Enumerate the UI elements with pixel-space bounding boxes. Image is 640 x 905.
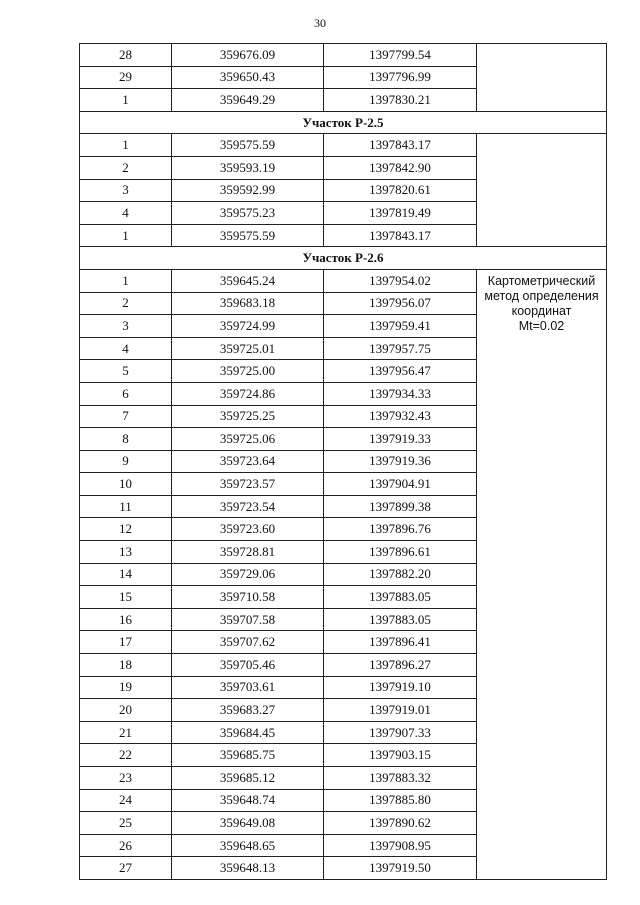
y-coordinate-cell: 1397883.32: [324, 767, 477, 790]
y-coordinate-cell: 1397959.41: [324, 315, 477, 338]
x-coordinate-cell: 359725.06: [172, 428, 324, 451]
x-coordinate-cell: 359593.19: [172, 156, 324, 179]
table-row: [80, 134, 607, 157]
point-number-cell: 7: [80, 405, 172, 428]
point-number-cell: 1: [80, 89, 172, 112]
point-number-cell: 14: [80, 563, 172, 586]
point-number-cell: 2: [80, 156, 172, 179]
y-coordinate-cell: 1397883.05: [324, 608, 477, 631]
x-coordinate-cell: 359592.99: [172, 179, 324, 202]
x-coordinate-cell: 359729.06: [172, 563, 324, 586]
y-coordinate-cell: 1397830.21: [324, 89, 477, 112]
point-number-cell: 9: [80, 450, 172, 473]
y-coordinate-cell: 1397919.10: [324, 676, 477, 699]
y-coordinate-cell: 1397796.99: [324, 66, 477, 89]
point-number-cell: 26: [80, 834, 172, 857]
y-coordinate-cell: 1397904.91: [324, 473, 477, 496]
point-number-cell: 10: [80, 473, 172, 496]
x-coordinate-cell: 359649.29: [172, 89, 324, 112]
point-number-cell: 1: [80, 224, 172, 247]
y-coordinate-cell: 1397957.75: [324, 337, 477, 360]
point-number-cell: 28: [80, 44, 172, 67]
section-header-row: [80, 111, 607, 134]
y-coordinate-cell: 1397896.61: [324, 541, 477, 564]
x-coordinate-cell: 359723.57: [172, 473, 324, 496]
x-coordinate-cell: 359703.61: [172, 676, 324, 699]
y-coordinate-cell: 1397934.33: [324, 382, 477, 405]
x-coordinate-cell: 359575.59: [172, 134, 324, 157]
point-number-cell: 1: [80, 269, 172, 292]
x-coordinate-cell: 359707.62: [172, 631, 324, 654]
point-number-cell: 5: [80, 360, 172, 383]
x-coordinate-cell: 359676.09: [172, 44, 324, 67]
y-coordinate-cell: 1397843.17: [324, 134, 477, 157]
x-coordinate-cell: 359725.01: [172, 337, 324, 360]
point-number-cell: 19: [80, 676, 172, 699]
y-coordinate-cell: 1397956.47: [324, 360, 477, 383]
y-coordinate-cell: 1397908.95: [324, 834, 477, 857]
x-coordinate-cell: 359648.74: [172, 789, 324, 812]
x-coordinate-cell: 359683.18: [172, 292, 324, 315]
point-number-cell: 20: [80, 699, 172, 722]
coordinates-table-body: [80, 44, 607, 880]
point-number-cell: 12: [80, 518, 172, 541]
method-note-line: метод определения: [484, 288, 599, 303]
point-number-cell: 27: [80, 857, 172, 880]
method-note-cell: [477, 44, 607, 112]
x-coordinate-cell: 359645.24: [172, 269, 324, 292]
x-coordinate-cell: 359684.45: [172, 721, 324, 744]
y-coordinate-cell: 1397896.41: [324, 631, 477, 654]
point-number-cell: 3: [80, 179, 172, 202]
point-number-cell: 8: [80, 428, 172, 451]
section-header-row: [80, 247, 607, 270]
x-coordinate-cell: 359725.00: [172, 360, 324, 383]
x-coordinate-cell: 359649.08: [172, 812, 324, 835]
x-coordinate-cell: 359685.12: [172, 767, 324, 790]
point-number-cell: 1: [80, 134, 172, 157]
point-number-cell: 16: [80, 608, 172, 631]
point-number-cell: 17: [80, 631, 172, 654]
method-note-cell: [477, 269, 607, 879]
x-coordinate-cell: 359710.58: [172, 586, 324, 609]
y-coordinate-cell: 1397890.62: [324, 812, 477, 835]
x-coordinate-cell: 359683.27: [172, 699, 324, 722]
point-number-cell: 13: [80, 541, 172, 564]
section-title: Участок Р-2.6: [80, 247, 607, 270]
y-coordinate-cell: 1397907.33: [324, 721, 477, 744]
y-coordinate-cell: 1397882.20: [324, 563, 477, 586]
y-coordinate-cell: 1397820.61: [324, 179, 477, 202]
x-coordinate-cell: 359725.25: [172, 405, 324, 428]
y-coordinate-cell: 1397896.76: [324, 518, 477, 541]
point-number-cell: 3: [80, 315, 172, 338]
x-coordinate-cell: 359650.43: [172, 66, 324, 89]
y-coordinate-cell: 1397883.05: [324, 586, 477, 609]
y-coordinate-cell: 1397819.49: [324, 202, 477, 225]
point-number-cell: 4: [80, 337, 172, 360]
x-coordinate-cell: 359648.13: [172, 857, 324, 880]
table-row: [80, 44, 607, 67]
x-coordinate-cell: 359575.23: [172, 202, 324, 225]
x-coordinate-cell: 359648.65: [172, 834, 324, 857]
x-coordinate-cell: 359685.75: [172, 744, 324, 767]
y-coordinate-cell: 1397956.07: [324, 292, 477, 315]
method-note-line: Mt=0.02: [518, 318, 565, 333]
x-coordinate-cell: 359723.54: [172, 495, 324, 518]
y-coordinate-cell: 1397919.50: [324, 857, 477, 880]
y-coordinate-cell: 1397885.80: [324, 789, 477, 812]
y-coordinate-cell: 1397799.54: [324, 44, 477, 67]
point-number-cell: 11: [80, 495, 172, 518]
point-number-cell: 6: [80, 382, 172, 405]
y-coordinate-cell: 1397843.17: [324, 224, 477, 247]
x-coordinate-cell: 359724.86: [172, 382, 324, 405]
x-coordinate-cell: 359723.60: [172, 518, 324, 541]
point-number-cell: 4: [80, 202, 172, 225]
point-number-cell: 29: [80, 66, 172, 89]
method-note-line: координат: [511, 303, 572, 318]
section-title: Участок Р-2.5: [80, 111, 607, 134]
x-coordinate-cell: 359705.46: [172, 654, 324, 677]
point-number-cell: 2: [80, 292, 172, 315]
point-number-cell: 21: [80, 721, 172, 744]
y-coordinate-cell: 1397919.36: [324, 450, 477, 473]
coordinates-table: [79, 43, 607, 880]
point-number-cell: 15: [80, 586, 172, 609]
x-coordinate-cell: 359575.59: [172, 224, 324, 247]
y-coordinate-cell: 1397896.27: [324, 654, 477, 677]
x-coordinate-cell: 359728.81: [172, 541, 324, 564]
y-coordinate-cell: 1397842.90: [324, 156, 477, 179]
method-note-line: Картометрический: [487, 273, 596, 288]
point-number-cell: 25: [80, 812, 172, 835]
y-coordinate-cell: 1397932.43: [324, 405, 477, 428]
y-coordinate-cell: 1397899.38: [324, 495, 477, 518]
point-number-cell: 24: [80, 789, 172, 812]
y-coordinate-cell: 1397919.01: [324, 699, 477, 722]
y-coordinate-cell: 1397954.02: [324, 269, 477, 292]
y-coordinate-cell: 1397919.33: [324, 428, 477, 451]
point-number-cell: 18: [80, 654, 172, 677]
point-number-cell: 22: [80, 744, 172, 767]
point-number-cell: 23: [80, 767, 172, 790]
table-row: [80, 269, 607, 292]
x-coordinate-cell: 359724.99: [172, 315, 324, 338]
x-coordinate-cell: 359723.64: [172, 450, 324, 473]
x-coordinate-cell: 359707.58: [172, 608, 324, 631]
y-coordinate-cell: 1397903.15: [324, 744, 477, 767]
method-note-cell: [477, 134, 607, 247]
page-number: 30: [314, 16, 326, 30]
